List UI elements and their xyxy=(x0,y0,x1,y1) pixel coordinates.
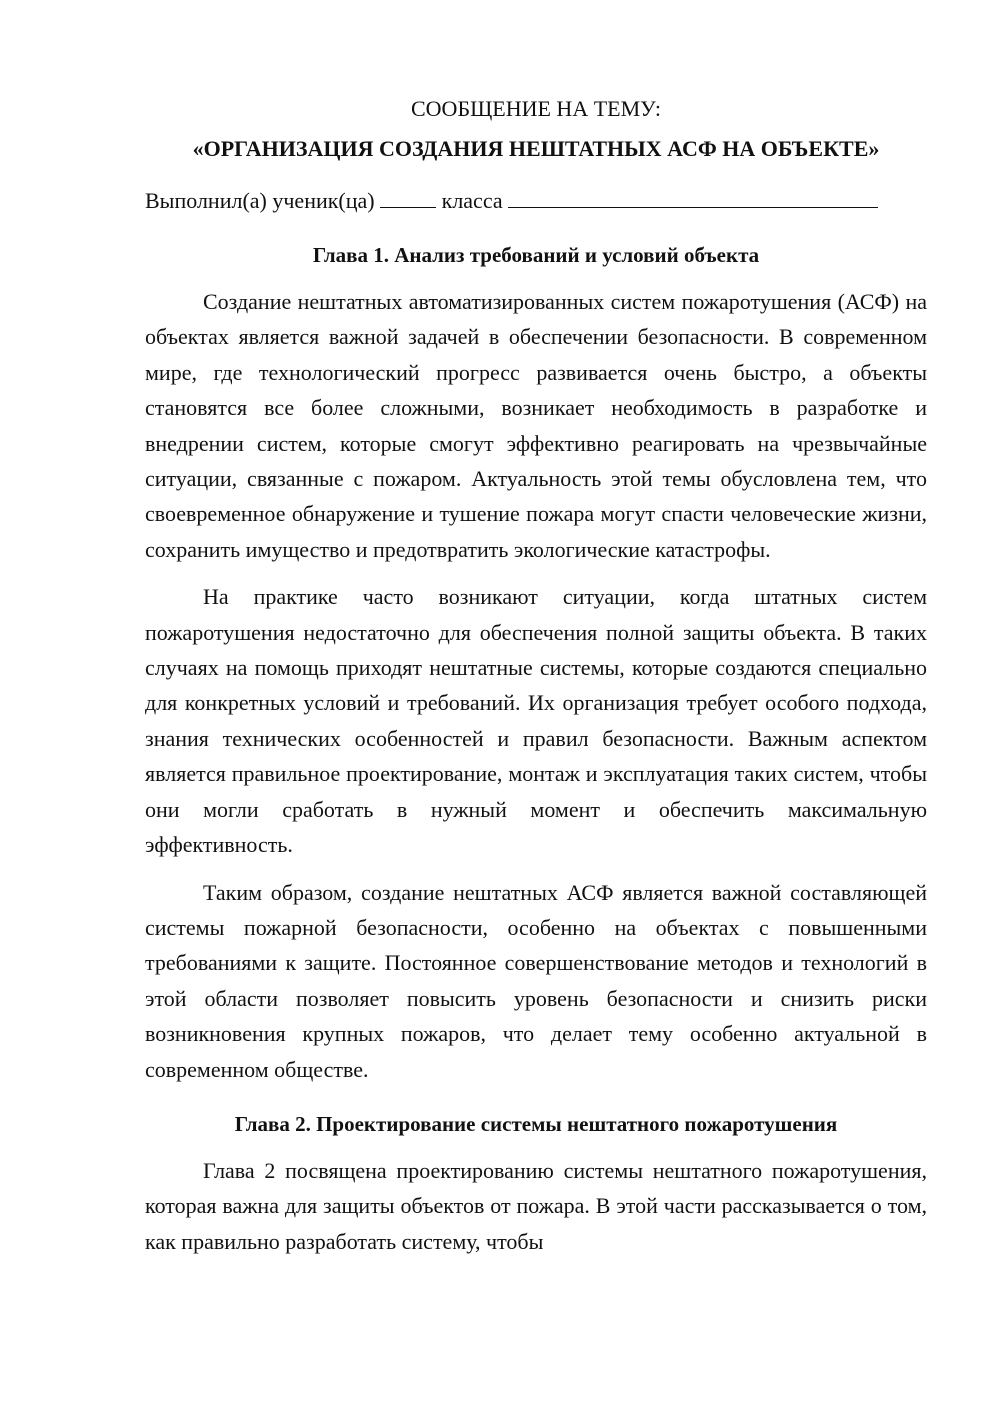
document-title-line1: СООБЩЕНИЕ НА ТЕМУ: xyxy=(411,96,661,121)
author-class-word: класса xyxy=(441,188,503,213)
document-title-line2: «ОРГАНИЗАЦИЯ СОЗДАНИЯ НЕШТАТНЫХ АСФ НА ОБЪЕКТЕ» xyxy=(192,136,880,161)
chapter2-paragraph: Глава 2 посвящена проектированию системы нештатного пожаротушения, которая важна для защиты объектов от пожара. В этой части рассказывается о том, как правильно разработать систему, чтобы xyxy=(145,1157,927,1254)
chapter1-paragraph: Создание нештатных автоматизированных систем пожаротушения (АСФ) на объектах является важной задачей в обеспечении безопасности. В современном мире, где технологический прогресс развивается очень быстро, а объекты становятся все более сложными, возникает необходимость в разработке и внедрении систем, которые смогут эффективно реагировать на чрезвычайные ситуации, связанные с пожаром. Актуальность этой темы обусловлена тем, что своевременное обнаружение и тушение пожара могут спасти человеческие жизни, сохранить имущество и предотвратить экологические катастрофы. xyxy=(145,289,927,562)
chapter1-paragraph: На практике часто возникают ситуации, когда штатных систем пожаротушения недостаточно для обеспечения полной защиты объекта. В таких случаях на помощь приходят нештатные системы, которые создаются специально для конкретных условий и требований. Их организация требует особого подхода, знания технических особенностей и правил безопасности. Важным аспектом является правильное проектирование, монтаж и эксплуатация таких систем, чтобы они могли сработать в нужный момент и обеспечить максимальную эффективность. xyxy=(145,584,927,858)
author-line xyxy=(145,184,927,218)
chapter1-paragraph: Таким образом, создание нештатных АСФ является важной составляющей системы пожарной безопасности, особенно на объектах с повышенными требованиями к защите. Постоянное совершенствование методов и технологий в этой области позволяет повысить уровень безопасности и снизить риски возникновения крупных пожаров, что делает тему особенно актуальной в современном обществе. xyxy=(145,879,927,1082)
document-page xyxy=(145,92,927,1259)
class-number-blank xyxy=(380,187,436,208)
chapter1-heading: Глава 1. Анализ требований и условий объекта xyxy=(312,243,760,267)
student-name-blank xyxy=(508,187,878,208)
author-prefix: Выполнил(а) ученик(ца) xyxy=(145,188,375,213)
chapter2-heading: Глава 2. Проектирование системы нештатного пожаротушения xyxy=(234,1111,838,1136)
